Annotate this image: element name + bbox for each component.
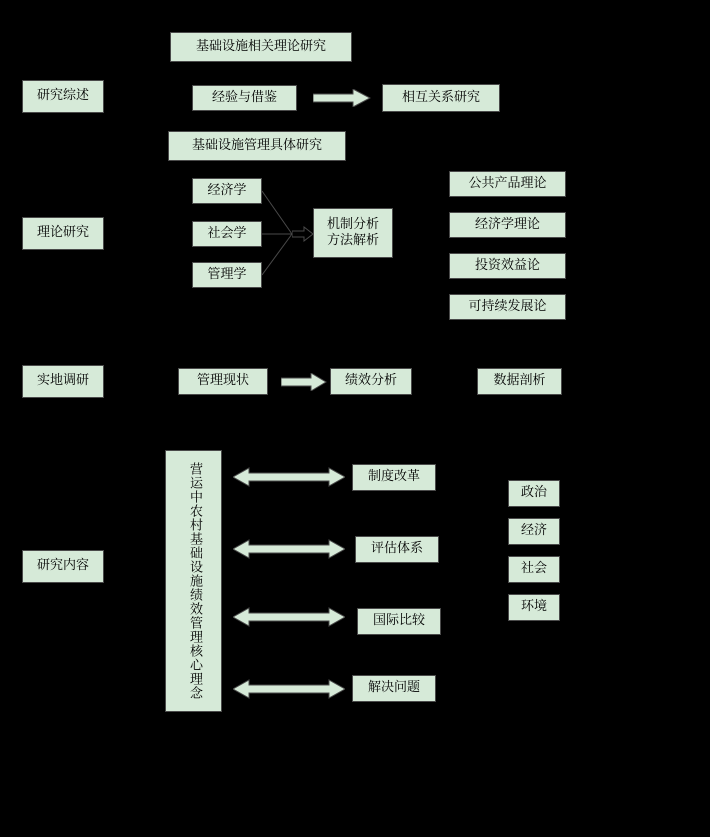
stage-label-field-survey: 实地调研	[22, 365, 104, 398]
box-core-concept: 营运中农村基础设施绩效管理核心理念	[165, 450, 222, 712]
mechanism-line-1: 机制分析	[326, 216, 379, 232]
box-mechanism-analysis-method	[313, 208, 393, 258]
box-aspect-environment: 环境	[508, 594, 560, 621]
arrow-core-to-institutional-reform	[233, 467, 345, 487]
box-aspect-economy: 经济	[508, 518, 560, 545]
box-sustainable-development-theory: 可持续发展论	[449, 294, 566, 320]
box-management-discipline: 管理学	[192, 262, 262, 288]
stage-label-theory-research: 理论研究	[22, 217, 104, 250]
box-aspect-society: 社会	[508, 556, 560, 583]
box-economics-discipline: 经济学	[192, 178, 262, 204]
box-infrastructure-theory-research: 基础设施相关理论研究	[170, 32, 352, 62]
box-sociology-discipline: 社会学	[192, 221, 262, 247]
box-experience-reference: 经验与借鉴	[192, 85, 297, 111]
box-economics-theory: 经济学理论	[449, 212, 566, 238]
arrow-experience-to-relationship	[313, 89, 371, 107]
arrow-core-to-problem-solving	[233, 679, 345, 699]
arrow-to-mechanism-analysis	[292, 226, 314, 242]
arrow-status-to-performance	[281, 373, 327, 391]
box-institutional-reform: 制度改革	[352, 464, 436, 491]
box-mutual-relationship-research: 相互关系研究	[382, 84, 500, 112]
arrow-core-to-evaluation-system	[233, 539, 345, 559]
arrow-core-to-international-comparison	[233, 607, 345, 627]
box-management-status: 管理现状	[178, 368, 268, 395]
box-evaluation-system: 评估体系	[355, 536, 439, 563]
mechanism-line-2: 方法解析	[326, 233, 379, 248]
box-international-comparison: 国际比较	[357, 608, 441, 635]
box-data-analysis: 数据剖析	[477, 368, 562, 395]
stage-label-research-content: 研究内容	[22, 550, 104, 583]
box-performance-analysis: 绩效分析	[330, 368, 412, 395]
box-public-goods-theory: 公共产品理论	[449, 171, 566, 197]
box-infrastructure-management-specific-research: 基础设施管理具体研究	[168, 131, 346, 161]
stage-label-research-review: 研究综述	[22, 80, 104, 113]
box-investment-benefit-theory: 投资效益论	[449, 253, 566, 279]
box-aspect-politics: 政治	[508, 480, 560, 507]
box-problem-solving: 解决问题	[352, 675, 436, 702]
